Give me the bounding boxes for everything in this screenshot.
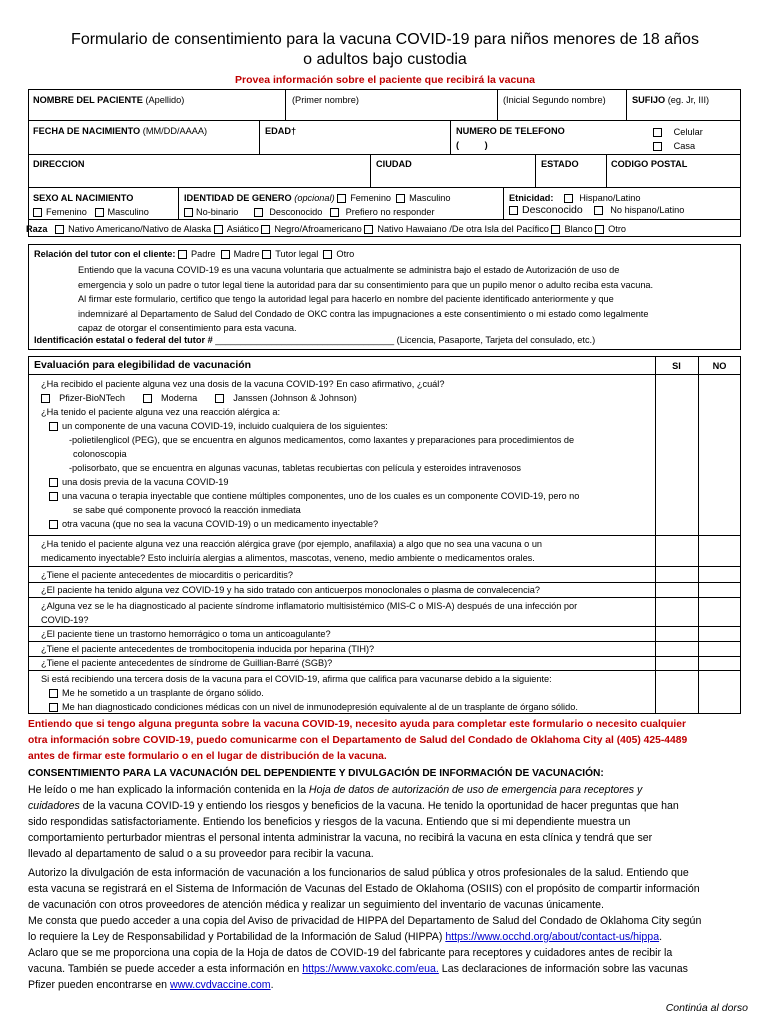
eth-not-hispanic-checkbox[interactable] [594, 206, 603, 215]
no-column-header: NO [712, 361, 727, 371]
prior-dose-options[interactable]: Pfizer-BioNTech Moderna Janssen (Johnson & Johnson) [41, 391, 651, 405]
question-bleeding: ¿El paciente tiene un trastorno hemorrágico o toma un anticoagulante? [41, 629, 331, 639]
guardian-relation-row[interactable]: Relación del tutor con el cliente: Padre Madre Tutor legal Otro [34, 249, 355, 259]
question-monoclonal: ¿El paciente ha tenido alguna vez COVID-19 y ha sido tratado con anticuerpos monoclonales o plasma de convalecencia? [41, 585, 540, 595]
gender-unknown-checkbox[interactable] [254, 208, 263, 217]
suffix-field[interactable]: SUFIJO (eg. Jr, III) [632, 95, 710, 105]
patient-name-field[interactable]: NOMBRE DEL PACIENTE (Apellido) [33, 95, 185, 105]
help-notice: Entiendo que si tengo alguna pregunta sobre la vacuna COVID-19, necesito ayuda para completar este formulario o necesito cualquier otra información sobre COVID-19, puedo comunicarme con el Departamento de Salud del Condado de Oklahoma City al (405) 425-4489 antes de firmar este formulario o en el lugar de distribución de la vacuna. [28, 719, 688, 762]
ethnicity-row2[interactable]: Desconocido No hispano/Latino [509, 204, 684, 216]
eth-unknown-checkbox[interactable] [509, 206, 518, 215]
phone-field[interactable]: NUMERO DE TELEFONO [456, 126, 565, 136]
allergy-polysorbate-text: -polisorbato, que se encuentra en algunas vacunas, tabletas recubiertas con película y esteroides intravenosos [69, 463, 521, 473]
allergy-previous-dose[interactable]: una dosis previa de la vacuna COVID-19 [41, 475, 651, 489]
eligibility-questions-1 [41, 377, 651, 531]
gender-female-checkbox[interactable] [337, 194, 346, 203]
allergy-component[interactable]: un componente de una vacuna COVID-19, incluido cualquiera de los siguientes: [41, 419, 651, 433]
janssen-checkbox[interactable] [215, 394, 224, 403]
race-asian-checkbox[interactable] [214, 225, 223, 234]
home-checkbox[interactable] [653, 142, 662, 151]
first-name-field[interactable]: (Primer nombre) [292, 95, 359, 105]
race-white-checkbox[interactable] [551, 225, 560, 234]
zip-field[interactable]: CODIGO POSTAL [611, 159, 688, 169]
middle-initial-field[interactable]: (Inicial Segundo nombre) [503, 95, 606, 105]
immunosuppressed-checkbox[interactable] [49, 703, 58, 712]
guardian-id-row[interactable]: Identificación estatal o federal del tutor # ___________________________________ (Licencia, Pasaporte, Tarjeta del consulado, etc.) [34, 335, 596, 345]
question-third-dose: Si está recibiendo una tercera dosis de la vacuna para el COVID-19, afirma que califica para vacunarse debido a la siguiente: Me he sometido a un trasplante de órgano sólido. Me han diagnosticado condiciones médicas con un nivel de inmunodepresión equivalente al de un trasplante de órgano sólido. [41, 672, 656, 714]
moderna-checkbox[interactable] [143, 394, 152, 403]
allergy-other-vaccine[interactable]: otra vacuna (que no sea la vacuna COVID-19) o un medicamento inyectable? [41, 517, 651, 531]
question-gbs: ¿Tiene el paciente antecedentes de síndrome de Guillian-Barré (SGB)? [41, 658, 333, 668]
eth-hispanic-checkbox[interactable] [564, 194, 573, 203]
eligibility-heading: Evaluación para elegibilidad de vacunación [34, 359, 252, 371]
phone-area-code[interactable]: ( ) [456, 140, 488, 150]
allergy-multi-component[interactable]: una vacuna o terapia inyectable que contiene múltiples componentes, uno de los cuales es un componente COVID-19, pero no [41, 489, 651, 503]
relation-father-checkbox[interactable] [178, 250, 187, 259]
allergy-peg-text-cont: colonoscopia [73, 449, 127, 459]
sex-female-checkbox[interactable] [33, 208, 42, 217]
race-row[interactable]: Raza Nativo Americano/Nativo de Alaska Asiático Negro/Afroamericano Nativo Hawaiano /De otra Isla del Pacífico Blanco Otro [26, 224, 626, 234]
cvdvaccine-link[interactable]: www.cvdvaccine.com [169, 979, 271, 991]
relation-other-checkbox[interactable] [323, 250, 332, 259]
mobile-checkbox[interactable] [653, 128, 662, 137]
gender-identity-row2[interactable]: No-binario Desconocido Prefiero no responder [184, 206, 435, 218]
dob-field[interactable]: FECHA DE NACIMIENTO (MM/DD/AAAA) [33, 126, 208, 136]
transplant-checkbox[interactable] [49, 689, 58, 698]
phone-type-home[interactable]: Casa [653, 140, 695, 152]
question-hit: ¿Tiene el paciente antecedentes de trombocitopenia inducida por heparina (TIH)? [41, 644, 375, 654]
consent-paragraph-1: He leído o me han explicado la información contenida en la Hoja de datos de autorización de uso de emergencia para receptores y cuidadores de la vacuna COVID-19 y entiendo los riesgos y beneficios de la vacuna. He tenido la oportunidad de hacer preguntas que han sido respondidas satisfactoriamente. Entiendo los beneficios y riesgos de la vacuna. Entiendo que si mi dependiente muestra un comportamiento perturbador mientras el personal intenta administrar la vacuna, no recibirá la vacuna en esta clínica y tendrá que ser llevado al departamento de salud o a su proveedor para recibir la vacuna. [28, 784, 679, 860]
third-dose-immunosuppressed[interactable]: Me han diagnosticado condiciones médicas con un nivel de inmunodepresión equivalente al de un trasplante de órgano sólido. [41, 700, 656, 714]
allergy-previous-dose-checkbox[interactable] [49, 478, 58, 487]
continue-on-back: Continúa al dorso [665, 1002, 748, 1014]
allergy-multi-component-checkbox[interactable] [49, 492, 58, 501]
race-black-checkbox[interactable] [261, 225, 270, 234]
form-title-line1: Formulario de consentimiento para la vacuna COVID-19 para niños menores de 18 años [71, 31, 699, 48]
relation-mother-checkbox[interactable] [221, 250, 230, 259]
guardian-statement: Entiendo que la vacuna COVID-19 es una vacuna voluntaria que actualmente se administra bajo el estado de Autorización de uso de emergencia y solo un padre o tutor legal tiene la autoridad para dar su consentimiento para que un pupilo menor o adulto reciba esta vacuna. Al firmar este formulario, certifico que tengo la autoridad legal para hacerlo en nombre del paciente identificado anteriormente y que indemnizaré al Departamento de Salud del Condado de OKC contra las impugnaciones a este consentimiento o mi estado como legalmente capaz de otorgar el consentimiento para esta vacuna. [78, 265, 654, 334]
question-severe-allergy: ¿Ha tenido el paciente alguna vez una reacción alérgica grave (por ejemplo, anafilaxia) a algo que no sea una vacuna o un medicamento inyectable? Esto incluiría alergias a alimentos, mascotas, veneno, medio ambiente o medicamentos orales. [41, 539, 543, 563]
vaxokc-link[interactable]: https://www.vaxokc.com/eua. [302, 963, 439, 975]
pfizer-checkbox[interactable] [41, 394, 50, 403]
gender-nonbinary-checkbox[interactable] [184, 208, 193, 217]
form-title-line2: o adultos bajo custodia [303, 51, 467, 68]
consent-paragraph-3: Me consta que puedo acceder a una copia del Aviso de privacidad de HIPPA del Departamento de Salud del Condado de Oklahoma City según lo requiere la Ley de Responsabilidad y Portabilidad de la Información de Salud (HIPPA) https://www.occhd.org/about/contact-us/hippa. Aclaro que se me proporciona una copia de la Hoja de datos de COVID-19 del fabricante para receptores y cuidadores antes de recibir la vacuna. También se puede acceder a esta información en https://www.vaxokc.com/eua. Las declaraciones de información sobre las vacunas Pfizer pueden encontrarse en www.cvdvaccine.com. [28, 915, 702, 991]
consent-heading: CONSENTIMIENTO PARA LA VACUNACIÓN DEL DEPENDIENTE Y DIVULGACIÓN DE INFORMACIÓN DE VACUNACIÓN: [28, 768, 604, 779]
state-field[interactable]: ESTADO [541, 159, 579, 169]
ethnicity-row1[interactable]: Etnicidad: Hispano/Latino [509, 193, 641, 203]
hippa-link[interactable]: https://www.occhd.org/about/contact-us/hippa [445, 931, 660, 943]
address-field[interactable]: DIRECCION [33, 159, 85, 169]
gender-identity-row1[interactable]: IDENTIDAD DE GENERO (opcional) Femenino Masculino [184, 193, 451, 203]
question-prior-dose: ¿Ha recibido el paciente alguna vez una dosis de la vacuna COVID-19? En caso afirmativo, ¿cuál? [41, 379, 445, 389]
relation-legal-guardian-checkbox[interactable] [262, 250, 271, 259]
phone-type-mobile[interactable]: Celular [653, 126, 703, 138]
allergy-multi-component-cont: se sabe qué componente provocó la reacción inmediata [73, 505, 301, 515]
yes-column-header: SI [672, 361, 681, 371]
age-field[interactable]: EDAD† [265, 126, 297, 136]
allergy-component-checkbox[interactable] [49, 422, 58, 431]
guardian-id-blank[interactable]: ___________________________________ [215, 335, 395, 345]
sex-at-birth-label: SEXO AL NACIMIENTO [33, 193, 134, 203]
gender-male-checkbox[interactable] [396, 194, 405, 203]
third-dose-transplant[interactable]: Me he sometido a un trasplante de órgano sólido. [41, 686, 656, 700]
race-native-american-checkbox[interactable] [55, 225, 64, 234]
allergy-peg-text: -polietilenglicol (PEG), que se encuentra en algunos medicamentos, como laxantes y preparaciones para procedimientos de [69, 435, 575, 445]
question-myocarditis: ¿Tiene el paciente antecedentes de miocarditis o pericarditis? [41, 570, 293, 580]
race-pacific-islander-checkbox[interactable] [364, 225, 373, 234]
gender-no-answer-checkbox[interactable] [330, 208, 339, 217]
question-mis: ¿Alguna vez se le ha diagnosticado al paciente síndrome inflamatorio multisistémico (MIS-C o MIS-A) después de una infección por COVID-19? [41, 601, 578, 625]
allergy-other-vaccine-checkbox[interactable] [49, 520, 58, 529]
consent-paragraph-2: Autorizo la divulgación de esta información de vacunación a los funcionarios de salud pública y otros profesionales de la salud. Entiendo que esta vacuna se registrará en el Sistema de Información de Vacunas del Estado de Oklahoma (OSIIS) con el propósito de compartir información de vacunación con otros proveedores de atención médica y realizar un seguimiento del inventario de vacunas únicamente. [28, 867, 700, 911]
form-subtitle: Provea información sobre el paciente que recibirá la vacuna [235, 74, 535, 86]
race-other-checkbox[interactable] [595, 225, 604, 234]
sex-male-checkbox[interactable] [95, 208, 104, 217]
sex-options[interactable]: Femenino Masculino [33, 206, 149, 218]
question-allergic-reaction: ¿Ha tenido el paciente alguna vez una reacción alérgica a: [41, 407, 281, 417]
city-field[interactable]: CIUDAD [376, 159, 412, 169]
